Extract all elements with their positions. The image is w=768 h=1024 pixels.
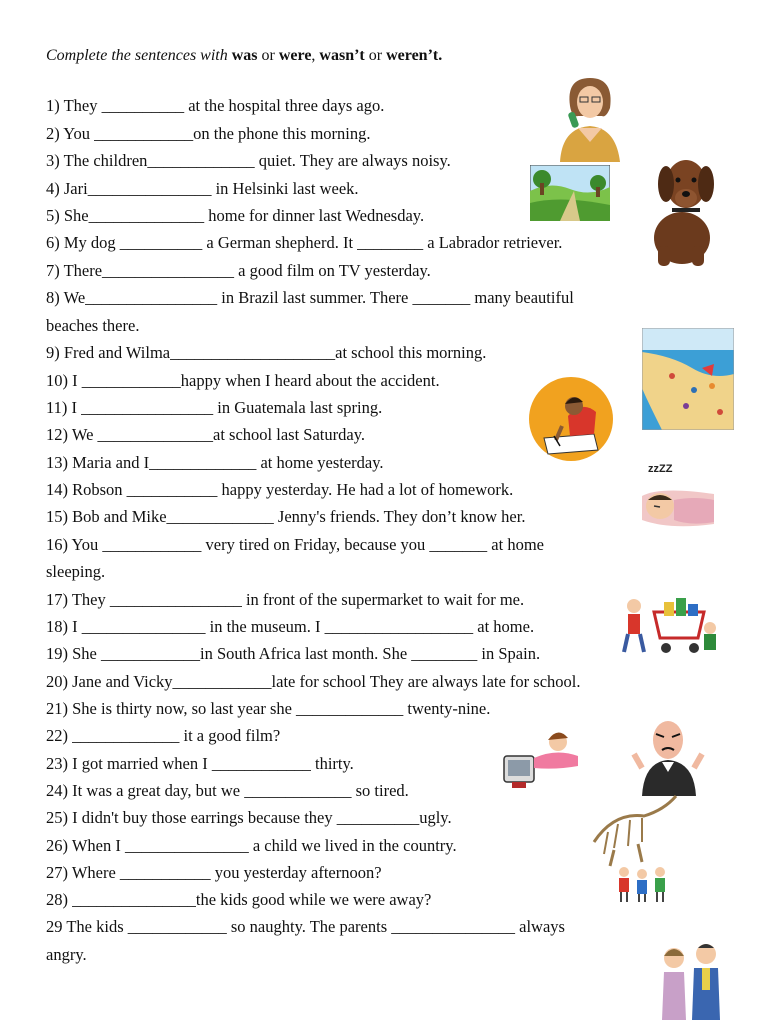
museum-dinosaur-illustration (584, 792, 684, 904)
sentence-line: angry. (46, 945, 87, 964)
sentence-line: 23) I got married when I ____________ thirty. (46, 754, 354, 773)
angry-man-illustration (628, 710, 710, 796)
sentence-line: 29 The kids ____________ so naughty. The parents _______________ always (46, 917, 565, 936)
instruction-prefix: Complete the sentences with (46, 47, 232, 64)
sentence-line: 16) You ____________ very tired on Friday, because you _______ at home (46, 535, 544, 554)
instruction-period: . (438, 47, 443, 64)
sleeping-man-illustration (640, 460, 716, 532)
sentence-line: 5) She______________ home for dinner last Wednesday. (46, 206, 425, 225)
instruction-or: or (364, 47, 387, 64)
girl-watching-tv-illustration (500, 726, 580, 792)
sentence-line: 28) _______________the kids good while we were away? (46, 890, 432, 909)
shopping-cart-kids-illustration (618, 592, 718, 662)
boy-writing-illustration (528, 376, 614, 462)
instruction-or: or (257, 47, 279, 64)
sentence-line: 9) Fred and Wilma____________________at school this morning. (46, 343, 487, 362)
countryside-illustration (530, 165, 610, 221)
sentence-line: 6) My dog __________ a German shepherd. It ________ a Labrador retriever. (46, 233, 563, 252)
sentence-line: 2) You ____________on the phone this morning. (46, 124, 371, 143)
sentence-line: beaches there. (46, 316, 140, 335)
word-was: was (231, 47, 258, 64)
sentence-line: 25) I didn't buy those earrings because they __________ugly. (46, 808, 452, 827)
sentence-line: 7) There________________ a good film on TV yesterday. (46, 261, 431, 280)
svg-text:zzZZ: zzZZ (648, 463, 673, 475)
sentence-line: 27) Where ___________ you yesterday afternoon? (46, 863, 382, 882)
word-were: were (278, 47, 312, 64)
sentence-line: 10) I ____________happy when I heard about the accident. (46, 371, 440, 390)
word-werent: weren’t (386, 47, 439, 64)
word-wasnt: wasn’t (319, 47, 365, 64)
phone-woman-illustration (556, 72, 622, 162)
sentence-line: 19) She ____________in South Africa last month. She ________ in Spain. (46, 644, 541, 663)
sentence-line: 21) She is thirty now, so last year she _____________ twenty-nine. (46, 699, 491, 718)
sentence-line: 1) They __________ at the hospital three days ago. (46, 96, 385, 115)
sentence-line: 22) _____________ it a good film? (46, 726, 281, 745)
sentence-line: 14) Robson ___________ happy yesterday. He had a lot of homework. (46, 480, 514, 499)
sentence-line: 24) It was a great day, but we _____________ so tired. (46, 781, 409, 800)
sentence-line: 18) I _______________ in the museum. I __________________ at home. (46, 617, 535, 636)
sentence-line: 8) We________________ in Brazil last summer. There _______ many beautiful (46, 288, 574, 307)
sentence-line: sleeping. (46, 562, 106, 581)
brown-dog-illustration (636, 150, 726, 268)
sentence-line: 3) The children_____________ quiet. They are always noisy. (46, 151, 451, 170)
sentence-line: 13) Maria and I_____________ at home yesterday. (46, 453, 384, 472)
sentence-line: 17) They ________________ in front of the supermarket to wait for me. (46, 590, 525, 609)
sentence-line: 12) We ______________at school last Saturday. (46, 425, 366, 444)
sentence-line: 4) Jari_______________ in Helsinki last week. (46, 179, 359, 198)
sentence-line: 20) Jane and Vicky____________late for school They are always late for school. (46, 672, 581, 691)
sentence-line: 26) When I _______________ a child we lived in the country. (46, 836, 457, 855)
sentence-line: 15) Bob and Mike_____________ Jenny's friends. They don’t know her. (46, 507, 526, 526)
beach-illustration (642, 328, 734, 430)
sentence-line: 11) I ________________ in Guatemala last spring. (46, 398, 383, 417)
instruction-comma: , (311, 47, 320, 64)
instructions (46, 47, 442, 65)
arguing-couple-illustration (656, 936, 726, 1020)
